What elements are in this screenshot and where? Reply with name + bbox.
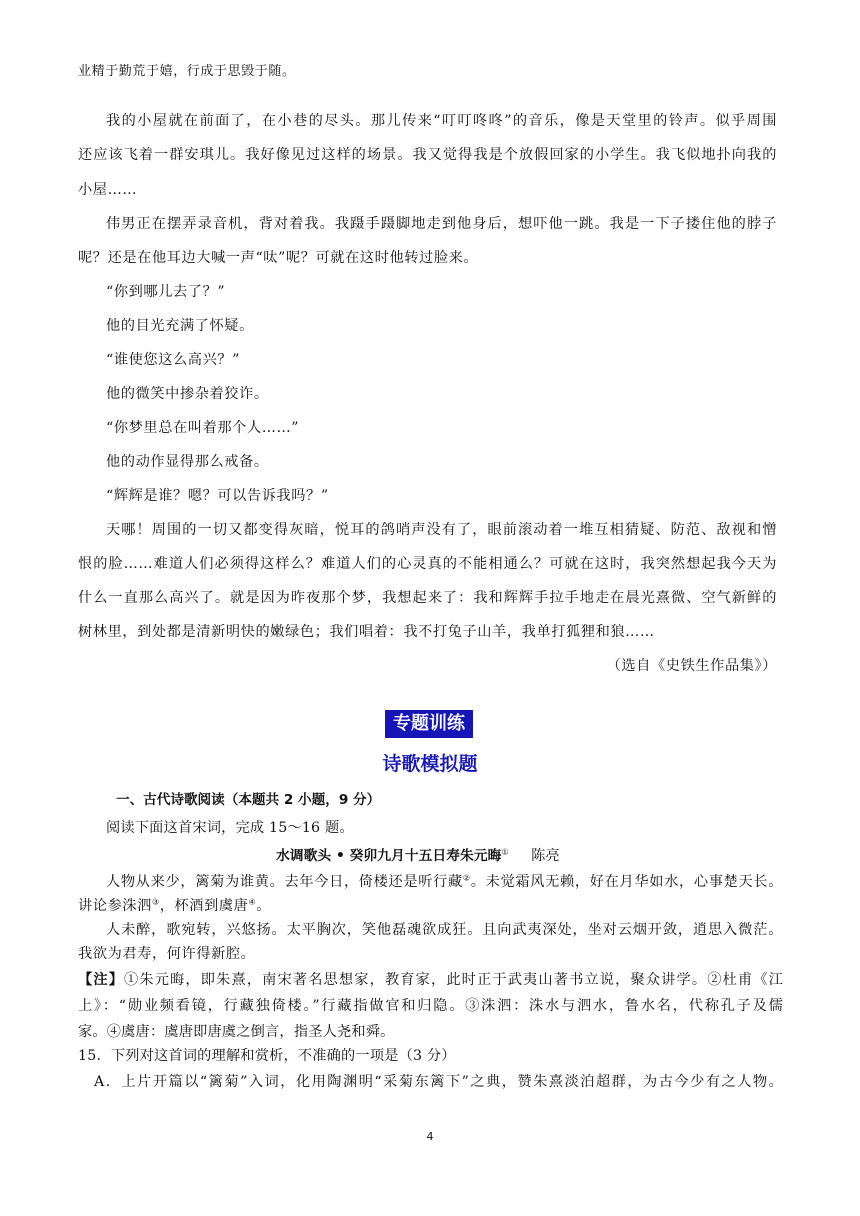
question-15-option-a: A．上片开篇以“篱菊”入词，化用陶渊明“采菊东篱下”之典，赞朱熹淡泊超群，为古今少有之人物。 (94, 1074, 783, 1090)
note-line (78, 970, 783, 990)
poem-line: 人未醉，歌宛转，兴悠扬。太平胸次，笑他磊魂欲成狂。且向武夷深处，坐对云烟开敛，逍思入微茫。 (106, 922, 783, 938)
passage-line: 恨的脸……难道人们必须得这样么？难道人们的心灵真的不能相通么？可就在这时，我突然想起我今天为 (78, 556, 777, 572)
poem-line (106, 872, 783, 892)
poem-text: ，杯酒到虞唐 (159, 898, 249, 914)
top-line: 业精于勤荒于嬉，行成于思毁于随。 (78, 64, 296, 79)
poem-line (78, 896, 271, 916)
passage-line: 他的微笑中掺杂着狡诈。 (106, 386, 269, 402)
section-title: 诗歌模拟题 (382, 753, 478, 775)
passage-line: 树林里，到处都是清新明快的嫩绿色；我们唱着：我不打兔子山羊，我单打狐狸和狼…… (78, 624, 655, 640)
poem-text: 。未觉霜风无赖，好在月华如水，心事楚天长。 (470, 874, 783, 890)
passage-source: （选自《史铁生作品集》） (606, 658, 777, 674)
page-number: 4 (426, 1130, 434, 1143)
poem-text: 人物从来少，篱菊为谁黄。去年今日，倚楼还是听行藏 (106, 874, 463, 890)
passage-line: “谁使您这么高兴？” (106, 352, 241, 368)
poem-line: 我欲为君寿，何许得新腔。 (78, 946, 256, 962)
note-text: ①朱元晦，即朱熹，南宋著名思想家，教育家，此时正于武夷山著书立说，聚众讲学。②杜甫《江 (124, 972, 783, 988)
poem-title-row (276, 846, 560, 866)
passage-line: 他的动作显得那么戒备。 (106, 454, 269, 470)
footnote-marker: ① (501, 847, 509, 857)
question-15: 15．下列对这首词的理解和赏析，不准确的一项是（3 分） (78, 1048, 456, 1064)
question-group-heading: 一、古代诗歌阅读（本题共 2 小题，9 分） (116, 792, 381, 808)
passage-line: 我的小屋就在前面了，在小巷的尽头。那儿传来“叮叮咚咚”的音乐，像是天堂里的铃声。似乎周围 (106, 113, 777, 129)
note-line: 上》：“勋业频看镜，行藏独倚楼。”行藏指做官和归隐。③洙泗：洙水与泗水，鲁水名，代称孔子及儒 (78, 998, 783, 1014)
note-tag: 【注】 (78, 972, 125, 988)
passage-line: 伟男正在摆弄录音机，背对着我。我蹑手蹑脚地走到他身后，想吓他一跳。我是一下子搂住他的脖子 (106, 216, 777, 232)
poem-title: 水调歌头 • 癸卯九月十五日寿朱元晦 (276, 848, 502, 864)
passage-line: 什么一直那么高兴了。就是因为昨夜那个梦，我想起来了：我和辉辉手拉手地走在晨光熹微、空气新鲜的 (78, 590, 777, 606)
passage-line: 还应该飞着一群安琪儿。我好像见过这样的场景。我又觉得我是个放假回家的小学生。我飞似地扑向我的 (78, 147, 777, 163)
passage-line: 他的目光充满了怀疑。 (106, 318, 254, 334)
passage-line: “你梦里总在叫着那个人……” (106, 420, 300, 436)
passage-line: “你到哪儿去了？” (106, 284, 226, 300)
footnote-marker: ④ (248, 897, 257, 907)
passage-line: 天哪！周围的一切又都变得灰暗，悦耳的鸽哨声没有了，眼前滚动着一堆互相猜疑、防范、敌视和憎 (106, 522, 777, 538)
instruction: 阅读下面这首宋词，完成 15～16 题。 (106, 820, 354, 836)
poem-author: 陈亮 (531, 848, 560, 864)
passage-line: 小屋…… (78, 182, 138, 198)
passage-line: “辉辉是谁？嗯？可以告诉我吗？” (106, 488, 329, 504)
footnote-marker: ② (462, 873, 471, 883)
poem-text: 。 (256, 898, 272, 914)
poem-text: 讲论参洙泗 (78, 898, 152, 914)
section-badge: 专题训练 (385, 710, 473, 738)
passage-line: 呢？还是在他耳边大喊一声“呔”呢？可就在这时他转过脸来。 (78, 250, 479, 266)
note-line: 家。④虞唐：虞唐即唐虞之倒言，指圣人尧和舜。 (78, 1024, 395, 1040)
footnote-marker: ③ (151, 897, 160, 907)
